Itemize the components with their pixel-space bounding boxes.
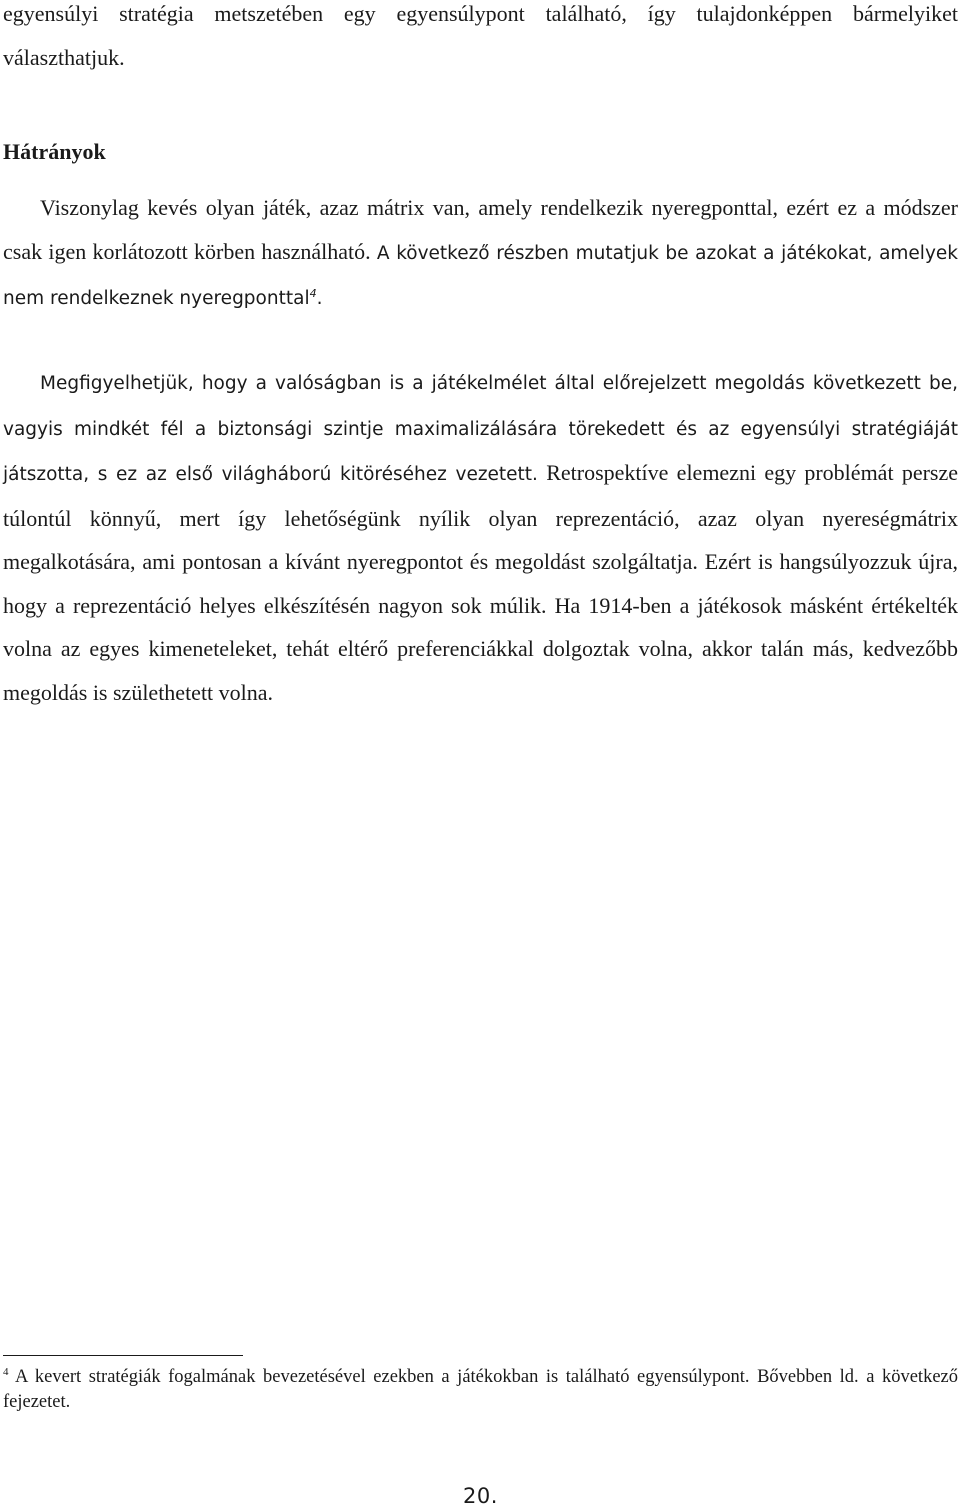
paragraph-disadvantages <box>3 186 958 321</box>
paragraph-observation <box>3 360 958 714</box>
paragraph-disadvantages-end: . <box>316 288 323 309</box>
page-number: 20. <box>463 1484 498 1508</box>
document-page <box>3 0 958 1511</box>
paragraph-observation-sans: Megfigyelhetjük, hogy a valóságban is a játékelmélet által előrejelzett megoldás következett be, vagyis mindkét fél a biztonsági szintje maximalizálására törekedett és az egyensúlyi stratégiáját játszotta, s ez az első világháború kitöréséhez vezetett. <box>3 373 958 485</box>
paragraph-intro <box>3 0 958 79</box>
paragraph-disadvantages-sans-text: A következő részben mutatjuk be azokat a játékokat, amelyek nem rendelkeznek nyeregponttal <box>3 242 958 309</box>
footnote-text: A kevert stratégiák fogalmának bevezetésével ezekben a játékokban is található egyensúlypont. Bővebben ld. a következő fejezetet. <box>3 1367 958 1412</box>
footnote-divider <box>3 1355 243 1356</box>
footnote <box>3 1365 958 1415</box>
paragraph-observation-serif: Retrospektíve elemezni egy problémát persze túlontúl könnyű, mert így lehetőségünk nyílik olyan reprezentáció, azaz olyan nyereségmátrix megalkotására, ami pontosan a kívánt nyeregpontot és megoldást szolgáltatja. Ezért is hangsúlyozzuk újra, hogy a reprezentáció helyes elkészítésén nagyon sok múlik. Ha 1914-ben a játékosok másként értékelték volna az egyes kimeneteleket, tehát eltérő preferenciákkal dolgoztak volna, akkor talán más, kedvezőbb megoldás is születhetett volna. <box>3 460 958 705</box>
footnote-reference[interactable]: 4 <box>309 286 317 300</box>
paragraph-disadvantages-serif: Viszonylag kevés olyan játék, azaz mátrix van, amely rendelkezik nyeregponttal, ezért ez a módszer csak igen korlátozott körben használható. <box>3 195 958 264</box>
paragraph-intro-line1: egyensúlyi stratégia metszetében egy egyensúlypont található, így tulajdonképpen <box>3 1 833 26</box>
footnote-number: 4 <box>3 1365 9 1378</box>
section-heading-disadvantages: Hátrányok <box>3 139 106 164</box>
paragraph-intro-line2: bármelyiket választhatjuk. <box>3 1 959 70</box>
